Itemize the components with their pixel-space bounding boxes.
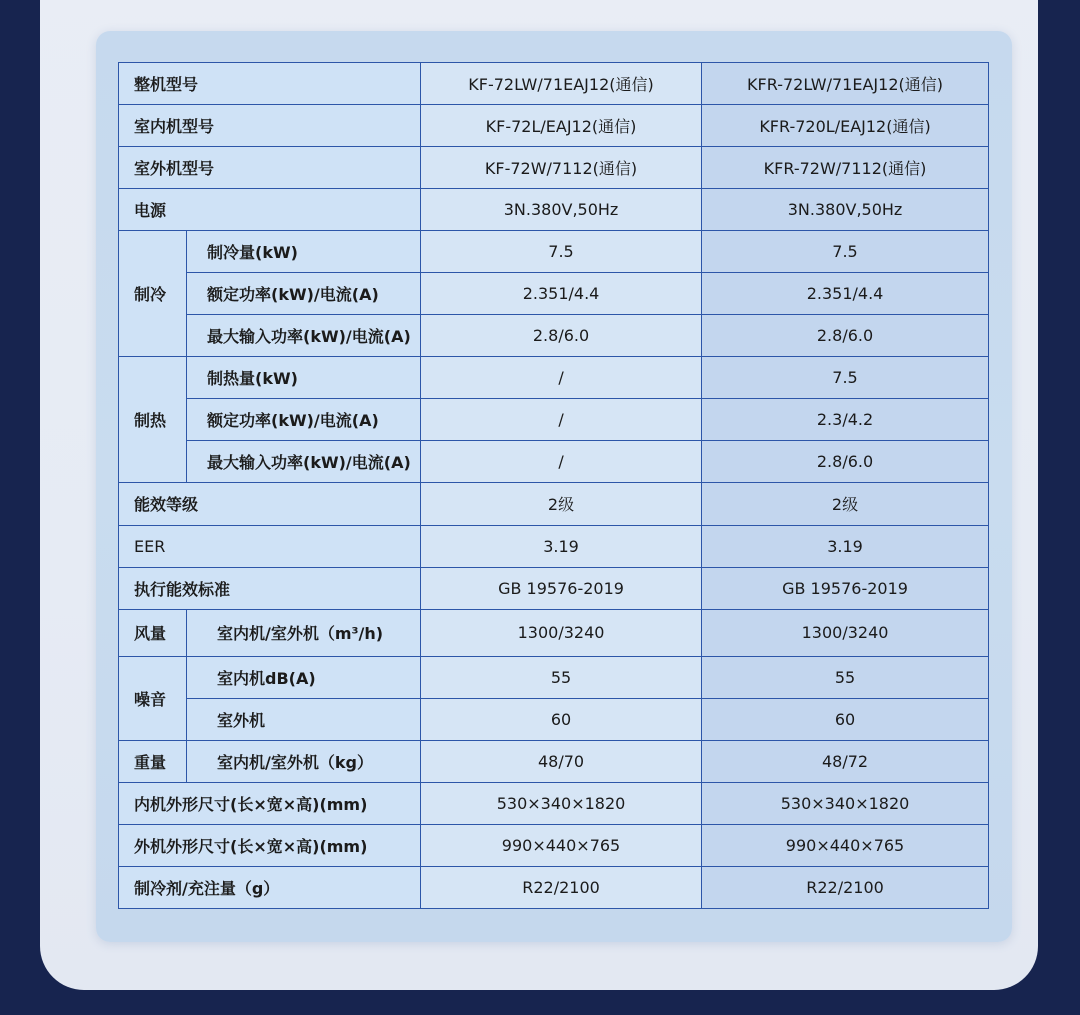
value-cooling-b: 7.5 bbox=[702, 231, 989, 273]
table-row bbox=[119, 273, 989, 315]
value-power-a: 3N.380V,50Hz bbox=[421, 189, 702, 231]
group-label-airflow: 风量 bbox=[119, 609, 187, 656]
spec-table bbox=[118, 62, 989, 909]
table-row bbox=[119, 656, 989, 698]
table-row bbox=[119, 399, 989, 441]
table-row bbox=[119, 441, 989, 483]
value-noise-b: 55 bbox=[702, 656, 989, 698]
table-row bbox=[119, 147, 989, 189]
table-row bbox=[119, 63, 989, 105]
value-refrigerant-b: R22/2100 bbox=[702, 866, 989, 908]
table-row bbox=[119, 740, 989, 782]
sub-label: 室内机/室外机（kg） bbox=[187, 740, 421, 782]
value-indoor-dim-a: 530×340×1820 bbox=[421, 782, 702, 824]
group-label-cooling: 制冷 bbox=[119, 231, 187, 357]
value-cooling-a: 2.351/4.4 bbox=[421, 273, 702, 315]
value-heating-b: 2.8/6.0 bbox=[702, 441, 989, 483]
value-power-b: 3N.380V,50Hz bbox=[702, 189, 989, 231]
table-row bbox=[119, 698, 989, 740]
value-refrigerant-a: R22/2100 bbox=[421, 866, 702, 908]
value-noise-a: 60 bbox=[421, 698, 702, 740]
value-outdoor-model-a: KF-72W/7112(通信) bbox=[421, 147, 702, 189]
value-noise-a: 55 bbox=[421, 656, 702, 698]
value-heating-a: / bbox=[421, 441, 702, 483]
value-standard-a: GB 19576-2019 bbox=[421, 567, 702, 609]
sub-label: 室内机/室外机（m³/h) bbox=[187, 609, 421, 656]
value-model-b: KFR-72LW/71EAJ12(通信) bbox=[702, 63, 989, 105]
value-outdoor-dim-a: 990×440×765 bbox=[421, 824, 702, 866]
value-cooling-a: 2.8/6.0 bbox=[421, 315, 702, 357]
sub-label: 额定功率(kW)/电流(A) bbox=[187, 273, 421, 315]
sub-label: 制热量(kW) bbox=[187, 357, 421, 399]
row-label: 室外机型号 bbox=[119, 147, 421, 189]
value-cooling-a: 7.5 bbox=[421, 231, 702, 273]
table-row bbox=[119, 483, 989, 525]
value-outdoor-model-b: KFR-72W/7112(通信) bbox=[702, 147, 989, 189]
value-grade-b: 2级 bbox=[702, 483, 989, 525]
row-label: 制冷剂/充注量（g） bbox=[119, 866, 421, 908]
value-heating-a: / bbox=[421, 357, 702, 399]
table-row bbox=[119, 189, 989, 231]
sub-label: 室外机 bbox=[187, 698, 421, 740]
table-row bbox=[119, 866, 989, 908]
value-heating-b: 7.5 bbox=[702, 357, 989, 399]
table-row bbox=[119, 525, 989, 567]
row-label: 内机外形尺寸(长×宽×高)(mm) bbox=[119, 782, 421, 824]
row-label: 电源 bbox=[119, 189, 421, 231]
value-cooling-b: 2.351/4.4 bbox=[702, 273, 989, 315]
sub-label: 室内机dB(A) bbox=[187, 656, 421, 698]
group-label-noise: 噪音 bbox=[119, 656, 187, 740]
value-airflow-a: 1300/3240 bbox=[421, 609, 702, 656]
value-eer-b: 3.19 bbox=[702, 525, 989, 567]
value-indoor-model-a: KF-72L/EAJ12(通信) bbox=[421, 105, 702, 147]
value-indoor-model-b: KFR-720L/EAJ12(通信) bbox=[702, 105, 989, 147]
table-row bbox=[119, 105, 989, 147]
value-grade-a: 2级 bbox=[421, 483, 702, 525]
row-label: 整机型号 bbox=[119, 63, 421, 105]
table-row bbox=[119, 231, 989, 273]
value-airflow-b: 1300/3240 bbox=[702, 609, 989, 656]
table-row bbox=[119, 609, 989, 656]
row-label: EER bbox=[119, 525, 421, 567]
row-label: 能效等级 bbox=[119, 483, 421, 525]
value-eer-a: 3.19 bbox=[421, 525, 702, 567]
sub-label: 制冷量(kW) bbox=[187, 231, 421, 273]
value-cooling-b: 2.8/6.0 bbox=[702, 315, 989, 357]
value-weight-b: 48/72 bbox=[702, 740, 989, 782]
value-weight-a: 48/70 bbox=[421, 740, 702, 782]
row-label: 执行能效标准 bbox=[119, 567, 421, 609]
value-indoor-dim-b: 530×340×1820 bbox=[702, 782, 989, 824]
table-row bbox=[119, 357, 989, 399]
value-heating-a: / bbox=[421, 399, 702, 441]
table-row bbox=[119, 782, 989, 824]
value-model-a: KF-72LW/71EAJ12(通信) bbox=[421, 63, 702, 105]
value-noise-b: 60 bbox=[702, 698, 989, 740]
value-standard-b: GB 19576-2019 bbox=[702, 567, 989, 609]
group-label-heating: 制热 bbox=[119, 357, 187, 483]
row-label: 外机外形尺寸(长×宽×高)(mm) bbox=[119, 824, 421, 866]
table-row bbox=[119, 567, 989, 609]
table-row bbox=[119, 824, 989, 866]
row-label: 室内机型号 bbox=[119, 105, 421, 147]
value-heating-b: 2.3/4.2 bbox=[702, 399, 989, 441]
group-label-weight: 重量 bbox=[119, 740, 187, 782]
sub-label: 最大输入功率(kW)/电流(A) bbox=[187, 315, 421, 357]
table-row bbox=[119, 315, 989, 357]
value-outdoor-dim-b: 990×440×765 bbox=[702, 824, 989, 866]
sub-label: 最大输入功率(kW)/电流(A) bbox=[187, 441, 421, 483]
sub-label: 额定功率(kW)/电流(A) bbox=[187, 399, 421, 441]
